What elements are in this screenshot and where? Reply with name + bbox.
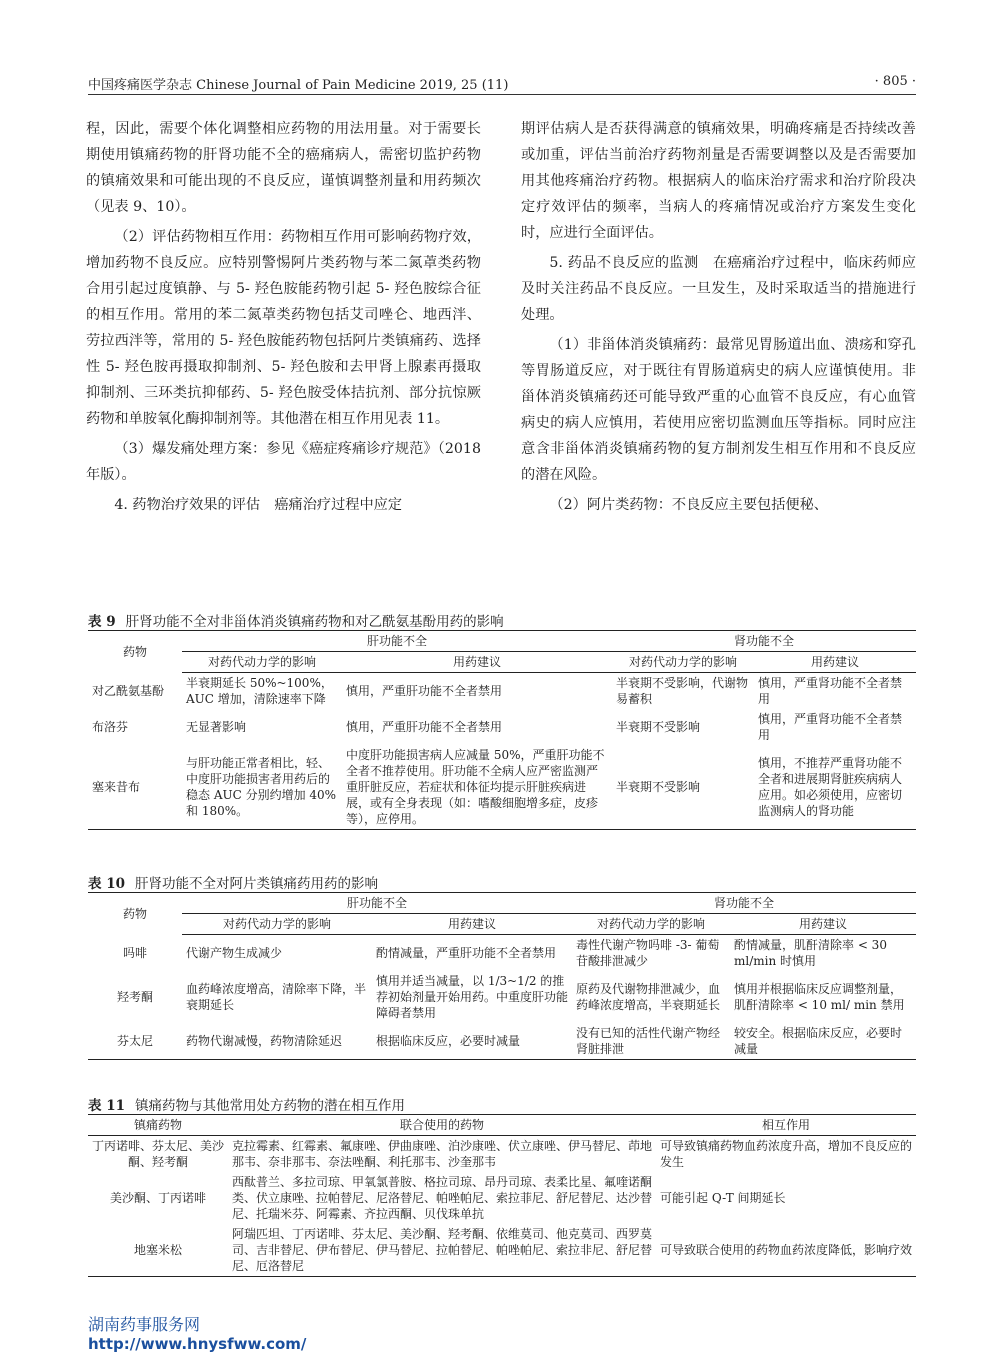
right-column: [521, 116, 916, 522]
table9-title: 肝肾功能不全对非甾体消炎镇痛药物和对乙酰氨基酚用药的影响: [125, 614, 504, 630]
table-cell: 对乙酰氨基酚: [92, 683, 165, 698]
table9-caption: [88, 610, 504, 630]
table10-title: 肝肾功能不全对阿片类镇痛药用药的影响: [135, 876, 378, 892]
table-cell: 半衰期不受影响: [616, 720, 701, 734]
table10-header-kidney: 肾功能不全: [572, 893, 916, 914]
table-cell: 慎用，不推荐严重肾功能不全者和进展期肾脏疾病病人应用。如必须使用，应密切监测病人的肾功能: [754, 745, 916, 830]
table-row: [88, 1172, 916, 1224]
table-cell: 药物代谢减慢，药物清除延迟: [182, 1023, 372, 1060]
table-cell: 慎用，严重肾功能不全者禁用: [758, 676, 903, 706]
table10-caption: [88, 872, 378, 892]
table-cell: 芬太尼: [88, 1023, 182, 1060]
table-cell: 阿瑞匹坦、丁丙诺啡、芬太尼、美沙酮、羟考酮、依维莫司、他克莫司、西罗莫司、吉非替尼、伊布替尼、伊马替尼、拉帕替尼、帕唑帕尼、索拉非尼、舒尼替尼、厄洛替尼: [228, 1224, 656, 1277]
table10: [88, 892, 916, 1060]
paragraph: （3）爆发痛处理方案：参见《癌症疼痛诊疗规范》（2018 年版）。: [86, 441, 481, 483]
table-cell: 根据临床反应，必要时减量: [372, 1023, 572, 1060]
table-cell: 克拉霉素、红霉素、氟康唑、伊曲康唑、泊沙康唑、伏立康唑、伊马替尼、茚地那韦、奈非那韦、奈法唑酮、利托那韦、沙奎那韦: [232, 1139, 653, 1169]
watermark-site-name: 湖南药事服务网: [88, 1315, 201, 1334]
table11-header-analgesic: 镇痛药物: [88, 1115, 228, 1136]
table10-header-pk: 对药代动力学的影响: [182, 914, 372, 935]
table10-header-pk: 对药代动力学的影响: [572, 914, 730, 935]
table-cell: 塞来昔布: [88, 745, 182, 830]
table11: [88, 1114, 916, 1277]
table11-header-interaction: 相互作用: [656, 1115, 916, 1136]
table10-number: 表 10: [88, 876, 125, 892]
table-cell: 慎用并根据临床反应调整剂量，肌酐清除率 < 10 ml/ min 禁用: [734, 982, 905, 1012]
table-cell: 西酞普兰、多拉司琼、甲氧氯普胺、格拉司琼、昂丹司琼、表柔比星、氟喹诺酮类、伏立康唑、拉帕替尼、尼洛替尼、帕唑帕尼、索拉菲尼、舒尼替尼、达沙替尼、托瑞米芬、阿霉素、齐拉西酮、贝伐珠单抗: [232, 1175, 653, 1221]
table-cell: 羟考酮: [116, 990, 153, 1004]
table10-header-advice: 用药建议: [372, 914, 572, 935]
table-cell: 血药峰浓度增高，清除率下降，半衰期延长: [186, 982, 367, 1012]
table-row: [88, 1023, 916, 1060]
table-cell: 没有已知的活性代谢产物经肾脏排泄: [572, 1023, 730, 1060]
table-cell: 与肝功能正常者相比，轻、中度肝功能损害者用药后的稳态 AUC 分别约增加 40% 和 180%。: [182, 745, 342, 830]
paragraph: 程，因此，需要个体化调整相应药物的用法用量。对于需要长期使用镇痛药物的肝肾功能不全的癌痛病人，需密切监护药物的镇痛效果和可能出现的不良反应，谨慎调整剂量和用药频次（见表 9、10）。: [86, 121, 481, 215]
table9-header-advice: 用药建议: [754, 652, 916, 673]
table-cell: 慎用，严重肝功能不全者禁用: [346, 720, 503, 734]
watermark-url[interactable]: http://www.hnysfww.com/: [88, 1335, 307, 1353]
table10-header-liver: 肝功能不全: [182, 893, 572, 914]
table9: [88, 630, 916, 830]
table-row: [88, 935, 916, 972]
table10-header-advice: 用药建议: [730, 914, 916, 935]
paragraph: （2）阿片类药物：不良反应主要包括便秘、: [549, 497, 828, 513]
paragraph: （2）评估药物相互作用：药物相互作用可影响药物疗效，增加药物不良反应。应特别警惕阿片类药物与苯二氮䓬类药物合用引起过度镇静、与 5- 羟色胺能药物引起 5- 羟色胺综合征的相互作用。常用的苯二氮䓬类药物包括艾司唑仑、地西泮、劳拉西泮等，常用的 5- 羟色胺能药物包括阿片类镇痛药、选择性 5- 羟色胺再摄取抑制剂、5- 羟色胺和去甲肾上腺素再摄取抑制剂、三环类抗抑郁药、5- 羟色胺受体拮抗剂、部分抗惊厥药物和单胺氧化酶抑制剂等。其他潜在相互作用见表 11。: [86, 229, 481, 427]
table-row: [88, 971, 916, 1023]
table11-number: 表 11: [88, 1098, 125, 1114]
table-cell: 吗啡: [122, 945, 147, 960]
table-cell: 中度肝功能损害病人应减量 50%，严重肝功能不全者不推荐使用。肝功能不全病人应严密监测严重肝脏反应，若症状和体征均提示肝脏疾病进展，或有全身表现（如：嗜酸细胞增多症，皮疹等），应停用。: [342, 745, 612, 830]
table-cell: 慎用，严重肾功能不全者禁用: [758, 712, 903, 742]
table-cell: 半衰期不受影响，代谢物易蓄积: [616, 676, 749, 706]
table-cell: 酌情减量，肌酐清除率 < 30 ml/min 时慎用: [734, 938, 887, 968]
watermark-footer: [88, 1312, 306, 1353]
table9-header-kidney: 肾功能不全: [612, 631, 916, 652]
table-row: [88, 1224, 916, 1277]
table-cell: 原药及代谢物排泄减少，血药峰浓度增高，半衰期延长: [576, 982, 721, 1012]
table10-header-drug: 药物: [88, 893, 182, 935]
table-cell: 可能引起 Q-T 间期延长: [660, 1191, 786, 1205]
table-cell: 慎用，严重肝功能不全者禁用: [346, 684, 503, 698]
paragraph: 期评估病人是否获得满意的镇痛效果，明确疼痛是否持续改善或加重，评估当前治疗药物剂量是否需要调整以及是否需要加用其他疼痛治疗药物。根据病人的临床治疗需求和治疗阶段决定疗效评估的频率，当病人的疼痛情况或治疗方案发生变化时，应进行全面评估。: [521, 121, 916, 241]
table-cell: 布洛芬: [92, 720, 129, 734]
table9-number: 表 9: [88, 614, 116, 630]
table-row: [88, 673, 916, 710]
table9-header-advice: 用药建议: [342, 652, 612, 673]
table-cell: 美沙酮、丁丙诺啡: [109, 1191, 206, 1205]
table-row: [88, 709, 916, 745]
table-cell: 地塞米松: [88, 1224, 228, 1277]
table9-header-pk: 对药代动力学的影响: [182, 652, 342, 673]
table-cell: 丁丙诺啡、芬太尼、美沙酮、羟考酮: [92, 1139, 225, 1169]
table-cell: 可导致镇痛药物血药浓度升高，增加不良反应的发生: [660, 1139, 913, 1169]
table-cell: 酌情减量，严重肝功能不全者禁用: [376, 946, 557, 960]
table11-header-combined: 联合使用的药物: [228, 1115, 656, 1136]
table-row: [88, 1136, 916, 1173]
journal-citation: 中国疼痛医学杂志 Chinese Journal of Pain Medicine 2019, 25 (11): [88, 78, 509, 93]
table9-header-pk: 对药代动力学的影响: [612, 652, 754, 673]
table9-header-liver: 肝功能不全: [182, 631, 612, 652]
table11-caption: [88, 1094, 405, 1114]
table-cell: 毒性代谢产物吗啡 -3- 葡萄苷酸排泄减少: [576, 938, 720, 968]
table11-title: 镇痛药物与其他常用处方药物的潜在相互作用: [135, 1098, 405, 1114]
table-row: [88, 745, 916, 830]
table9-header-drug: 药物: [88, 631, 182, 673]
left-column: [86, 116, 481, 522]
table-cell: 较安全。根据临床反应，必要时减量: [730, 1023, 916, 1060]
table-cell: 半衰期不受影响: [612, 745, 754, 830]
table-cell: 无显著影响: [186, 720, 247, 734]
table-cell: 半衰期延长 50%~100%，AUC 增加，清除速率下降: [186, 676, 333, 706]
paragraph: 4. 药物治疗效果的评估 癌痛治疗过程中应定: [114, 497, 403, 513]
table-cell: 可导致联合使用的药物血药浓度降低，影响疗效: [656, 1224, 916, 1277]
page-number: · 805 ·: [874, 74, 916, 89]
running-header: [88, 74, 916, 95]
table-cell: 慎用并适当减量，以 1/3~1/2 的推荐初始剂量开始用药。中重度肝功能障碍者禁用: [376, 974, 569, 1020]
table-cell: 代谢产物生成减少: [186, 946, 283, 960]
paragraph: （1）非甾体消炎镇痛药：最常见胃肠道出血、溃疡和穿孔等胃肠道反应，对于既往有胃肠道病史的病人应谨慎使用。非甾体消炎镇痛药还可能导致严重的心血管不良反应，有心血管病史的病人应慎用，若使用应密切监测血压等指标。同时应注意含非甾体消炎镇痛药物的复方制剂发生相互作用和不良反应的潜在风险。: [521, 337, 916, 483]
paragraph: 5. 药品不良反应的监测 在癌痛治疗过程中，临床药师应及时关注药品不良反应。一旦发生，及时采取适当的措施进行处理。: [521, 255, 916, 323]
